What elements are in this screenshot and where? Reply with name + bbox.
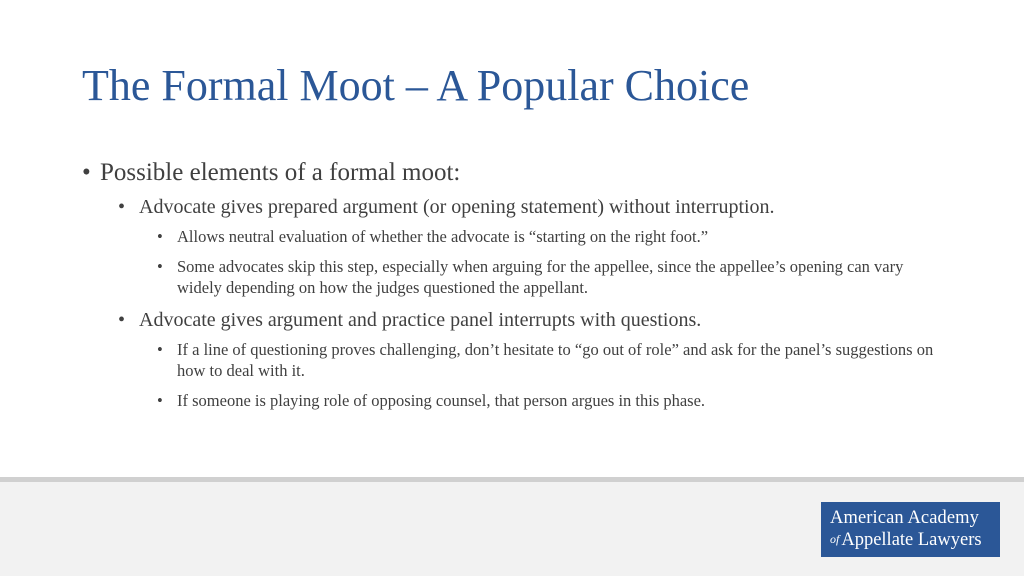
bullet-level-3 <box>157 339 937 381</box>
bullet-text: Advocate gives prepared argument (or opening statement) without interruption. <box>139 196 775 218</box>
logo-line-1: American Academy <box>830 508 980 528</box>
bullet-level-3 <box>157 256 937 298</box>
bullet-level-2 <box>118 307 952 334</box>
logo-of: of <box>830 532 840 546</box>
bullet-level-1 <box>82 156 952 190</box>
bullet-dot: • <box>118 196 126 218</box>
bullet-dot: • <box>82 159 91 186</box>
bullet-text: Advocate gives argument and practice panel interrupts with questions. <box>139 309 702 331</box>
bullet-level-3 <box>157 226 937 247</box>
bullet-text: Allows neutral evaluation of whether the advocate is “starting on the right foot.” <box>177 227 709 246</box>
bullet-dot: • <box>118 309 126 331</box>
aaal-logo <box>821 502 1000 557</box>
bullet-level-3 <box>157 390 937 411</box>
bullet-text: Some advocates skip this step, especially when arguing for the appellee, since the appellee’s opening can vary widely depending on how the judges questioned the appellant. <box>177 257 904 297</box>
bullet-dot: • <box>157 391 163 410</box>
slide-content <box>82 156 952 415</box>
logo-line-2-text: Appellate Lawyers <box>841 530 982 550</box>
bullet-dot: • <box>157 257 163 276</box>
slide-title: The Formal Moot – A Popular Choice <box>82 61 750 110</box>
bullet-text: If someone is playing role of opposing counsel, that person argues in this phase. <box>177 391 706 410</box>
logo-line-2 <box>830 529 1000 551</box>
bullet-text: If a line of questioning proves challenging, don’t hesitate to “go out of role” and ask for the panel’s suggestions on how to deal with it. <box>177 340 934 380</box>
bullet-level-2 <box>118 194 952 221</box>
bullet-dot: • <box>157 227 163 246</box>
bullet-text: Possible elements of a formal moot: <box>100 159 461 186</box>
bullet-dot: • <box>157 340 163 359</box>
